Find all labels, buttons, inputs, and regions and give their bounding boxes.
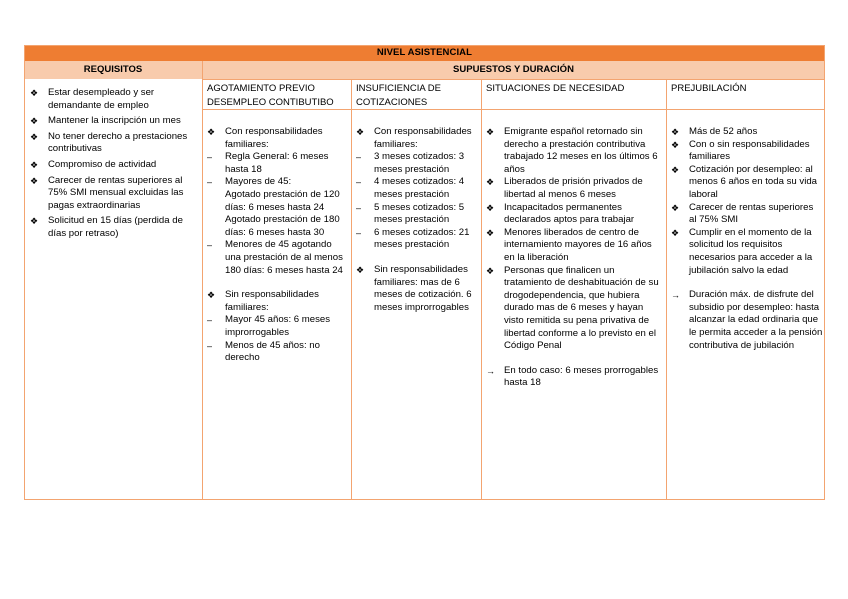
list-item: ❖ No tener derecho a prestaciones contributivas — [30, 130, 188, 155]
bullet-icon: ❖ — [486, 177, 495, 188]
list-item: ❖ Con responsabilidades familiares: — [356, 126, 472, 150]
list-item: → Duración máx. de disfrute del subsidio por desempleo: hasta alcanzar la edad ordinaria que le permita acceder a la pensión contributiva de jubilación — [671, 289, 823, 351]
dash-icon: – — [356, 152, 362, 163]
dash-icon: – — [207, 152, 213, 163]
bullet-icon: ❖ — [30, 116, 39, 127]
list-item: ❖ Con o sin responsabilidades familiares — [671, 138, 810, 163]
table-title: NIVEL ASISTENCIAL — [24, 45, 825, 61]
bullet-icon: ❖ — [356, 127, 365, 137]
bullet-icon: ❖ — [207, 290, 216, 301]
list-item: Agotado prestación de 180 días: 6 meses hasta 30 — [225, 214, 340, 238]
bullet-icon: ❖ — [671, 127, 680, 137]
list-item: ❖ Personas que finalicen un tratamiento de deshabituación de su drogodependencia, que hubiera durado mas de 6 meses y hayan visto remitida su pena privativa de libertad conforme a lo previsto en el Código Penal — [486, 264, 659, 352]
col-header-prejubilacion: PREJUBILACIÓN — [666, 79, 825, 109]
list-item: ❖ Carecer de rentas superiores al 75% SMI mensual excluidas las pagas extraordinarias — [30, 174, 184, 211]
arrow-icon: → — [671, 290, 680, 301]
bullet-icon: ❖ — [486, 127, 495, 137]
bullet-icon: ❖ — [30, 175, 39, 186]
list-item: – Menores de 45 agotando una prestación de al menos 180 días: 6 meses hasta 24 — [207, 239, 343, 276]
list-item: ❖ Cumplir en el momento de la solicitud los requisitos necesarios para acceder a la jubilación salvo la edad — [671, 226, 813, 276]
bullet-icon: ❖ — [486, 265, 495, 276]
list-item: ❖ Estar desempleado y ser demandante de empleo — [30, 87, 155, 111]
supuestos-header: SUPUESTOS Y DURACIÓN — [202, 61, 825, 79]
dash-icon: – — [356, 202, 362, 213]
dash-icon: – — [207, 177, 213, 188]
list-item: ❖ Con responsabilidades familiares: — [207, 126, 323, 150]
list-item: – Regla General: 6 meses hasta 18 — [207, 151, 329, 175]
bullet-icon: ❖ — [207, 127, 216, 137]
bullet-icon: ❖ — [30, 216, 39, 227]
list-item: ❖ Menores liberados de centro de internamiento mayores de 16 años en la liberación — [486, 226, 652, 263]
bullet-icon: ❖ — [356, 264, 365, 275]
requisitos-cell — [30, 87, 198, 241]
bullet-icon: ❖ — [30, 159, 39, 170]
list-item: ❖ Carecer de rentas superiores al 75% SMI — [671, 201, 814, 226]
list-item: → En todo caso: 6 meses prorrogables hasta 18 — [486, 364, 659, 389]
dash-icon: – — [356, 227, 362, 238]
arrow-icon: → — [486, 365, 495, 376]
list-item: ❖ Más de 52 años — [671, 126, 758, 137]
list-item: Agotado prestación de 120 días: 6 meses hasta 24 — [225, 188, 340, 213]
list-item: ❖ Sin responsabilidades familiares: mas de 6 meses de cotización. 6 meses improrrogables — [356, 263, 472, 313]
list-item: ❖ Sin responsabilidades familiares: — [207, 289, 319, 313]
col-header-insuficiencia: INSUFICIENCIA DE COTIZACIONES — [351, 79, 481, 109]
list-item: ❖ Solicitud en 15 días (perdida de días por retraso) — [30, 215, 183, 239]
requisitos-header: REQUISITOS — [24, 61, 202, 79]
bullet-icon: ❖ — [671, 227, 680, 238]
col-header-situaciones: SITUACIONES DE NECESIDAD — [481, 79, 666, 109]
list-item: – 4 meses cotizados: 4 meses prestación — [356, 176, 465, 200]
list-item: ❖ Compromiso de actividad — [30, 158, 157, 170]
agotamiento-cell — [207, 126, 349, 365]
list-item: – 5 meses cotizados: 5 meses prestación — [356, 201, 465, 226]
bullet-icon: ❖ — [671, 139, 680, 150]
dash-icon: – — [207, 315, 213, 326]
list-item: – Mayores de 45: — [207, 176, 292, 188]
bullet-icon: ❖ — [30, 131, 39, 142]
list-item: ❖ Incapacitados permanentes declarados aptos para trabajar — [486, 201, 635, 226]
bullet-icon: ❖ — [30, 88, 39, 98]
list-item: – 3 meses cotizados: 3 meses prestación — [356, 151, 465, 175]
list-item: – 6 meses cotizados: 21 meses prestación — [356, 226, 470, 251]
asistencial-table — [24, 45, 825, 500]
dash-icon: – — [207, 240, 213, 251]
bullet-icon: ❖ — [671, 202, 680, 213]
bullet-icon: ❖ — [486, 227, 495, 238]
col-header-agotamiento: AGOTAMIENTO PREVIO DESEMPLEO CONTIBUTIBO — [202, 79, 351, 109]
list-item: – Menos de 45 años: no derecho — [207, 339, 320, 364]
situaciones-cell — [486, 126, 664, 390]
list-item: ❖ Liberados de prisión privados de libertad al menos 6 meses — [486, 176, 643, 200]
list-item: ❖ Cotización por desempleo: al menos 6 años en toda su vida laboral — [671, 163, 818, 200]
bullet-icon: ❖ — [671, 164, 680, 175]
list-item: ❖ Mantener la inscripción un mes — [30, 115, 181, 127]
dash-icon: – — [207, 340, 213, 351]
list-item: – Mayor 45 años: 6 meses improrrogables — [207, 314, 331, 338]
list-item: ❖ Emigrante español retornado sin derecho a prestación contributiva trabajado 12 meses en los últimos 6 años — [486, 126, 658, 175]
dash-icon: – — [356, 177, 362, 188]
bullet-icon: ❖ — [486, 202, 495, 213]
insuficiencia-cell — [356, 126, 478, 314]
prejubilacion-cell — [671, 126, 823, 352]
